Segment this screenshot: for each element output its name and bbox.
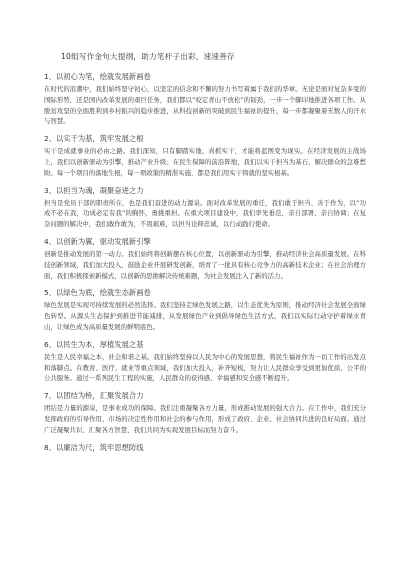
section-6 xyxy=(44,340,366,384)
section-paragraph: 实干是成就事业的必由之路。我们深知，只有脚踏实地、真抓实干，才能将蓝图变为现实。在经济发展的主战场上，我们以创新驱动为引擎，推动产业升级；在民生保障的前沿阵地，我们以实干担当为基石，解决群众的急难愁盼。每一个项目的落地生根，每一项政策的精准实施，都是我们用实干铸就的坚实根基。 xyxy=(44,147,366,177)
document-title: 10组写作金句大提纲，助力笔杆子出彩，速速善存 xyxy=(61,52,235,61)
section-heading: 1、以初心为笔，绘就发展新画卷 xyxy=(44,72,151,81)
section-heading: 6、以民生为本，厚植发展之基 xyxy=(44,339,144,349)
section-paragraph: 创新是推动发展的第一动力。我们始终将创新摆在核心位置，以创新驱动为引擎，推动经济社会高质量发展。在科技创新领域，我们加大投入，鼓励企业开展研发创新，培育了一批具有核心竞争力的高新技术企业；在社会治理方面，我们积极探索新模式，以创新的思维解决传统难题，为社会发展注入了新的活力。 xyxy=(44,249,366,280)
section-heading: 3、以担当为魂，凝聚奋进之力 xyxy=(44,185,144,195)
section-paragraph: 团结是力量的源泉，是事业成功的保障。我们注重凝聚各方力量，形成推动发展的强大合力。在工作中，我们充分发挥政府的引导作用、市场的决定性作用和社会的参与作用，形成了政府、企业、社会协同共进的良好局面。通过广泛凝聚共识、汇聚各方智慧，我们共同为实现发展目标而努力奋斗。 xyxy=(44,404,366,434)
section-heading: 7、以团结为桥，汇聚发展合力 xyxy=(44,391,144,401)
section-paragraph: 在时代的浪潮中，我们始终坚守初心，以坚定的信念和不懈的努力书写着属于我们的华章。无论是面对复杂多变的国际形势，还是国内改革发展的艰巨任务，我们都以“咬定青山不放松”的韧劲，一步一个脚印地推进各项工作。从脱贫攻坚的全面胜利到乡村振兴的稳步推进，从科技创新的突破到民生福祉的提升，每一步都凝聚着无数人的汗水与智慧。 xyxy=(44,85,366,126)
section-5 xyxy=(44,288,366,332)
section-paragraph: 民生是人民幸福之本，社会和谐之基。我们始终坚持以人民为中心的发展思想，将民生福祉作为一切工作的出发点和落脚点。在教育、医疗、就业等重点领域，我们加大投入，补齐短板，努力让人民群众享受到更加优质、公平的公共服务。通过一系列民生工程的实施，人民群众的获得感、幸福感和安全感不断提升。 xyxy=(44,352,366,383)
section-4 xyxy=(44,237,366,281)
section-2 xyxy=(44,134,366,178)
section-heading: 2、以实干为基，筑牢发展之根 xyxy=(44,134,144,144)
section-1 xyxy=(44,72,366,127)
section-heading: 8、以廉洁为尺，筑牢思想防线 xyxy=(44,442,144,452)
section-heading: 4、以创新为翼，驱动发展新引擎 xyxy=(44,236,151,246)
section-heading: 5、以绿色为底，绘就生态新画卷 xyxy=(44,288,151,298)
section-paragraph: 绿色发展是实现可持续发展的必然选择。我们坚持走绿色发展之路，以生态优先为原则，推动经济社会发展全面绿色转型。从源头生态保护到推进节能减排，从发展绿色产业到倡导绿色生活方式，我们以实际行动守护着绿水青山，让绿色成为高质量发展的鲜明底色。 xyxy=(44,301,366,331)
section-8 xyxy=(44,443,366,453)
section-paragraph: 担当是党员干部的职责所在，也是我们奋进的动力源泉。面对改革发展的重任，我们敢于担当、善于作为，以“功成不必在我，功成必定有我”的胸怀，勇挑重担。在重大项目建设中，我们率先垂范，亲自部署、亲自协调；在复杂问题的解决中，我们敢作敢为，不畏艰难，以担当诠释忠诚，以行动践行使命。 xyxy=(44,198,366,229)
section-7 xyxy=(44,391,366,435)
section-3 xyxy=(44,186,366,230)
